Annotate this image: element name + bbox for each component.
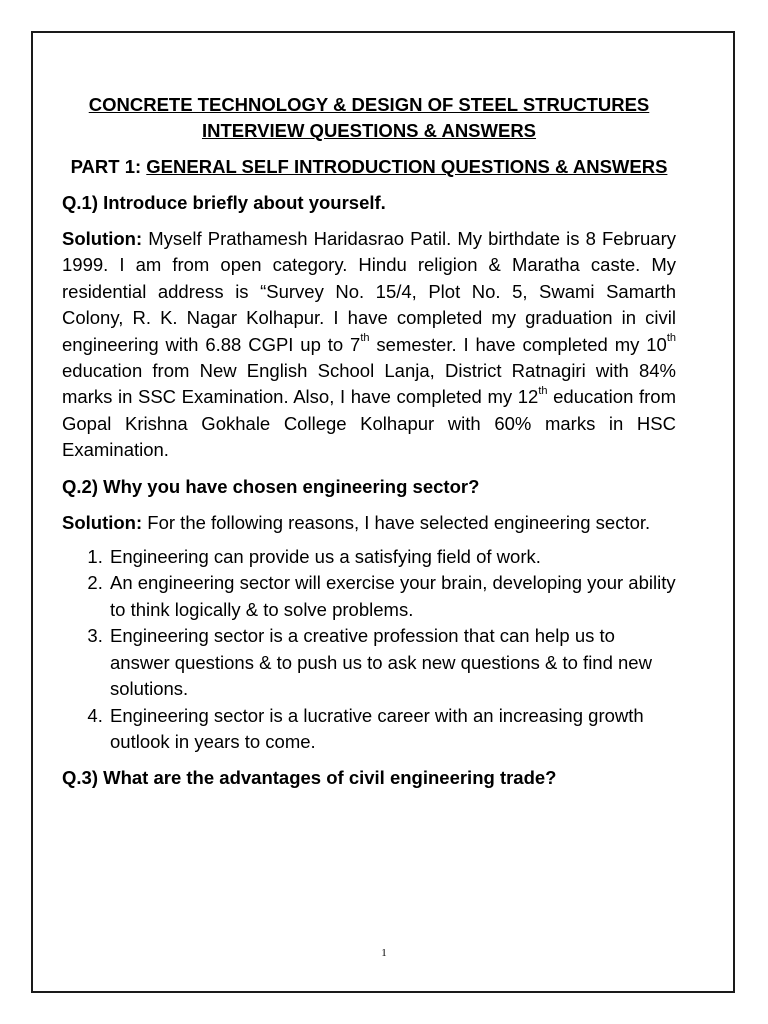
document-title <box>62 92 676 144</box>
part-heading <box>62 154 676 180</box>
list-item: 1. Engineering can provide us a satisfying field of work. <box>108 544 676 570</box>
list-item: 2. An engineering sector will exercise your brain, developing your ability to think logically & to solve problems. <box>108 570 676 623</box>
title-line-1: CONCRETE TECHNOLOGY & DESIGN OF STEEL STRUCTURES <box>88 94 650 115</box>
part-prefix: PART 1: <box>70 156 147 177</box>
answer-1-part-c: education from New English School Lanja, District Ratnagiri with 84% marks in SSC Examination. Also, I have completed my 12 <box>62 360 676 408</box>
answer-2 <box>62 510 676 536</box>
superscript-th-3: th <box>538 385 548 398</box>
superscript-th-1: th <box>360 332 370 345</box>
answer-1-part-b: semester. I have completed my 10 <box>369 333 667 355</box>
question-1: Q.1) Introduce briefly about yourself. <box>62 192 386 213</box>
superscript-th-2: th <box>666 332 676 345</box>
answer-1-part-a: Myself Prathamesh Haridasrao Patil. My birthdate is 8 February 1999. I am from open category. Hindu religion & Maratha caste. My residential address is “Survey No. 15/4, Plot No. 5, Swami Samarth Colony, R. K. Nagar Kolhapur. I have completed my graduation in civil engineering with 6.88 CGPI up to 7 <box>62 228 676 355</box>
answer-1 <box>62 226 676 464</box>
question-2: Q.2) Why you have chosen engineering sector? <box>62 475 480 497</box>
list-item: 4. Engineering sector is a lucrative career with an increasing growth outlook in years to come. <box>108 703 676 756</box>
question-3: Q.3) What are the advantages of civil engineering trade? <box>62 767 557 789</box>
list-item: 3. Engineering sector is a creative profession that can help us to answer questions & to push us to ask new questions & to find new solutions. <box>108 623 676 702</box>
page-content <box>62 62 676 791</box>
answer-1-part-d: education from Gopal Krishna Gokhale College Kolhapur with 60% marks in HSC Examination. <box>62 386 676 461</box>
part-title: GENERAL SELF INTRODUCTION QUESTIONS & ANSWERS <box>146 156 668 177</box>
title-line-2: INTERVIEW QUESTIONS & ANSWERS <box>201 120 537 141</box>
page-number: 1 <box>381 947 387 959</box>
answer-2-text: For the following reasons, I have selected engineering sector. <box>142 511 651 533</box>
reasons-list <box>62 544 676 755</box>
solution-label-2: Solution: <box>62 511 143 533</box>
solution-label-1: Solution: <box>62 228 143 249</box>
